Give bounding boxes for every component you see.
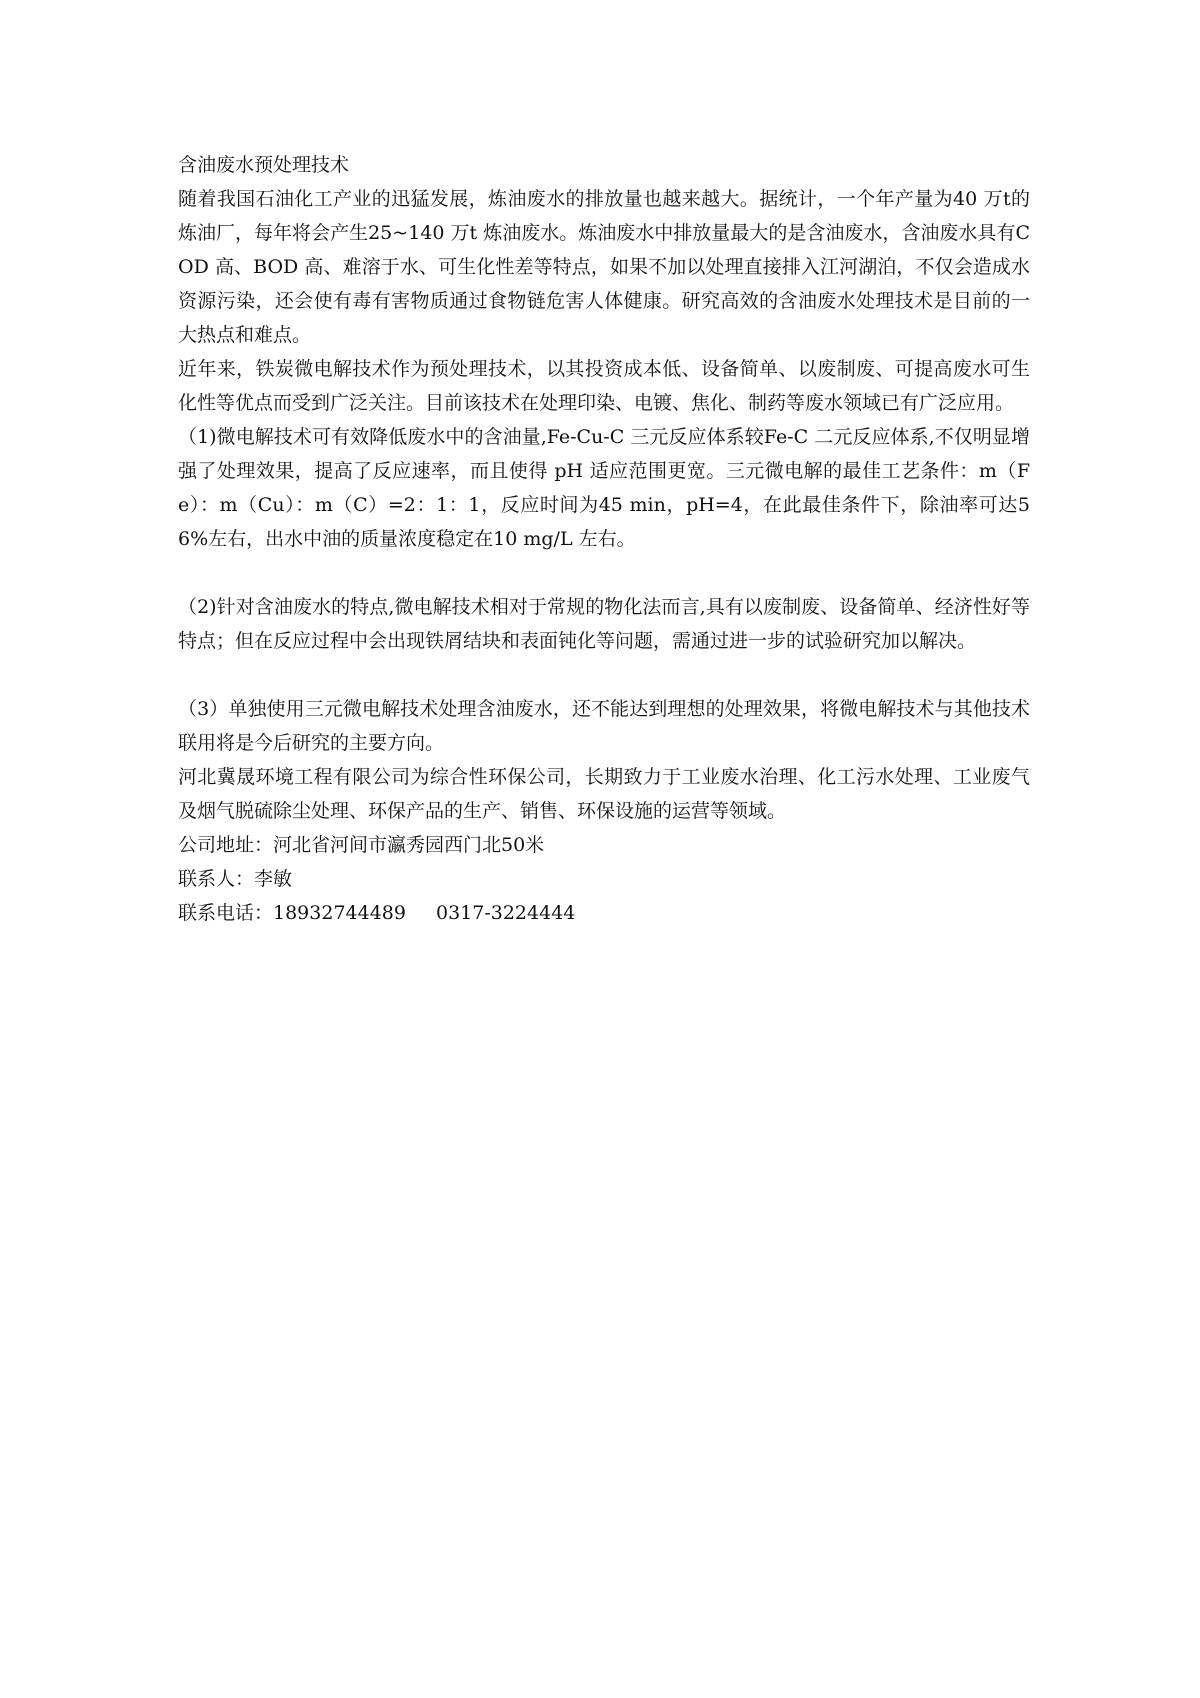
contact-phone-primary: 联系电话：18932744489 <box>178 902 406 924</box>
contact-person: 联系人：李敏 <box>178 868 293 890</box>
contact-phone-secondary: 0317-3224444 <box>435 902 576 924</box>
blank-line <box>178 658 1030 692</box>
paragraph-point-1: （1)微电解技术可有效降低废水中的含油量,Fe-Cu-C 三元反应体系较Fe-C 二元反应体系,不仅明显增强了处理效果，提高了反应速率，而且使得 pH 适应范围更宽。三元微电解的最佳工艺条件：m（Fe）：m（Cu）：m（C）=2：1：1，反应时间为45 min，pH=4，在此最佳条件下，除油率可达56%左右，出水中油的质量浓度稳定在10 mg/L 左右。 <box>178 426 1030 550</box>
document-body <box>178 148 1030 930</box>
paragraph-point-3: （3）单独使用三元微电解技术处理含油废水，还不能达到理想的处理效果，将微电解技术与其他技术联用将是今后研究的主要方向。 <box>178 698 1030 754</box>
contact-phone <box>178 896 1030 930</box>
paragraph-company: 河北冀晟环境工程有限公司为综合性环保公司，长期致力于工业废水治理、化工污水处理、工业废气及烟气脱硫除尘处理、环保产品的生产、销售、环保设施的运营等领域。 <box>178 766 1030 822</box>
paragraph-micro-electrolysis: 近年来，铁炭微电解技术作为预处理技术，以其投资成本低、设备简单、以废制废、可提高废水可生化性等优点而受到广泛关注。目前该技术在处理印染、电镀、焦化、制药等废水领域已有广泛应用。 <box>178 358 1030 414</box>
paragraph-intro: 随着我国石油化工产业的迅猛发展，炼油废水的排放量也越来越大。据统计，一个年产量为40 万t的炼油厂，每年将会产生25~140 万t 炼油废水。炼油废水中排放量最大的是含油废水，含油废水具有COD 高、BOD 高、难溶于水、可生化性差等特点，如果不加以处理直接排入江河湖泊，不仅会造成水资源污染，还会使有毒有害物质通过食物链危害人体健康。研究高效的含油废水处理技术是目前的一大热点和难点。 <box>178 188 1030 346</box>
blank-line <box>178 556 1030 590</box>
contact-address: 公司地址：河北省河间市瀛秀园西门北50米 <box>178 834 545 856</box>
document-title: 含油废水预处理技术 <box>178 154 350 176</box>
paragraph-point-2: （2)针对含油废水的特点,微电解技术相对于常规的物化法而言,具有以废制废、设备简单、经济性好等特点；但在反应过程中会出现铁屑结块和表面钝化等问题，需通过进一步的试验研究加以解决。 <box>178 596 1030 652</box>
